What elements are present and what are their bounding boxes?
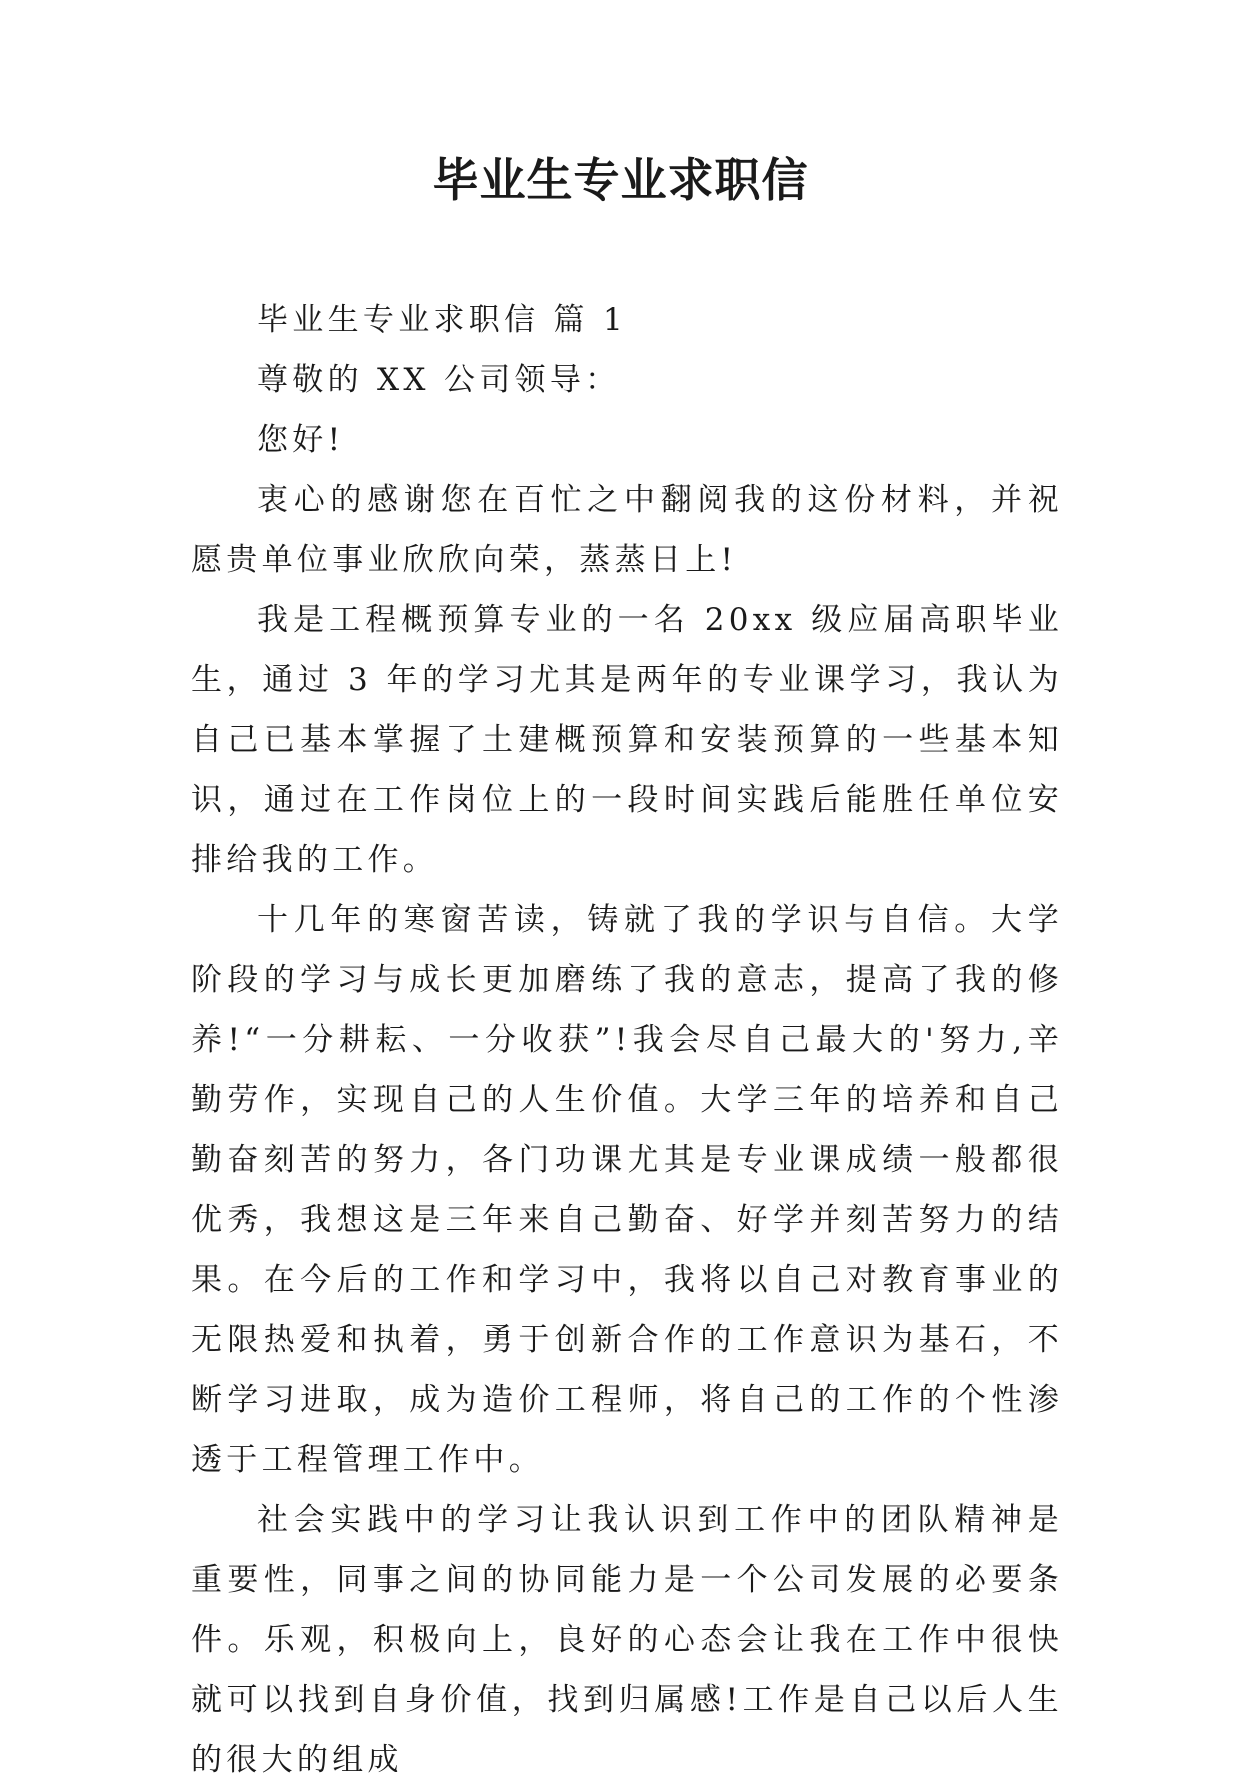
paragraph-greeting: 您好! (257, 422, 345, 458)
paragraph-introduction: 我是工程概预算专业的一名 20xx 级应届高职毕业生，通过 3 年的学习尤其是两年的专业课学习，我认为自己已基本掌握了土建概预算和安装预算的一些基本知识，通过在工作岗位上的一段时间实践后能胜任单位安排给我的工作。 (191, 602, 1063, 878)
paragraph-heading: 毕业生专业求职信 篇 1 (257, 302, 628, 338)
paragraph-practice: 社会实践中的学习让我认识到工作中的团队精神是重要性，同事之间的协同能力是一个公司发展的必要条件。乐观，积极向上，良好的心态会让我在工作中很快就可以找到自身价值，找到归属感!工作是自己以后人生的很大的组成 (191, 1502, 1063, 1778)
document-title: 毕业生专业求职信 (432, 153, 809, 207)
paragraph-salutation: 尊敬的 XX 公司领导： (257, 362, 621, 398)
paragraph-study: 十几年的寒窗苦读，铸就了我的学识与自信。大学阶段的学习与成长更加磨练了我的意志，提高了我的修养!“一分耕耘、一分收获”!我会尽自己最大的'努力,辛勤劳作，实现自己的人生价值。大学三年的培养和自己勤奋刻苦的努力，各门功课尤其是专业课成绩一般都很优秀，我想这是三年来自己勤奋、好学并刻苦努力的结果。在今后的工作和学习中，我将以自己对教育事业的无限热爱和执着，勇于创新合作的工作意识为基石，不断学习进取，成为造价工程师，将自己的工作的个性渗透于工程管理工作中。 (191, 902, 1063, 1478)
document-body (191, 290, 1063, 1790)
paragraph-thanks: 衷心的感谢您在百忙之中翻阅我的这份材料，并祝愿贵单位事业欣欣向荣，蒸蒸日上! (191, 482, 1063, 578)
